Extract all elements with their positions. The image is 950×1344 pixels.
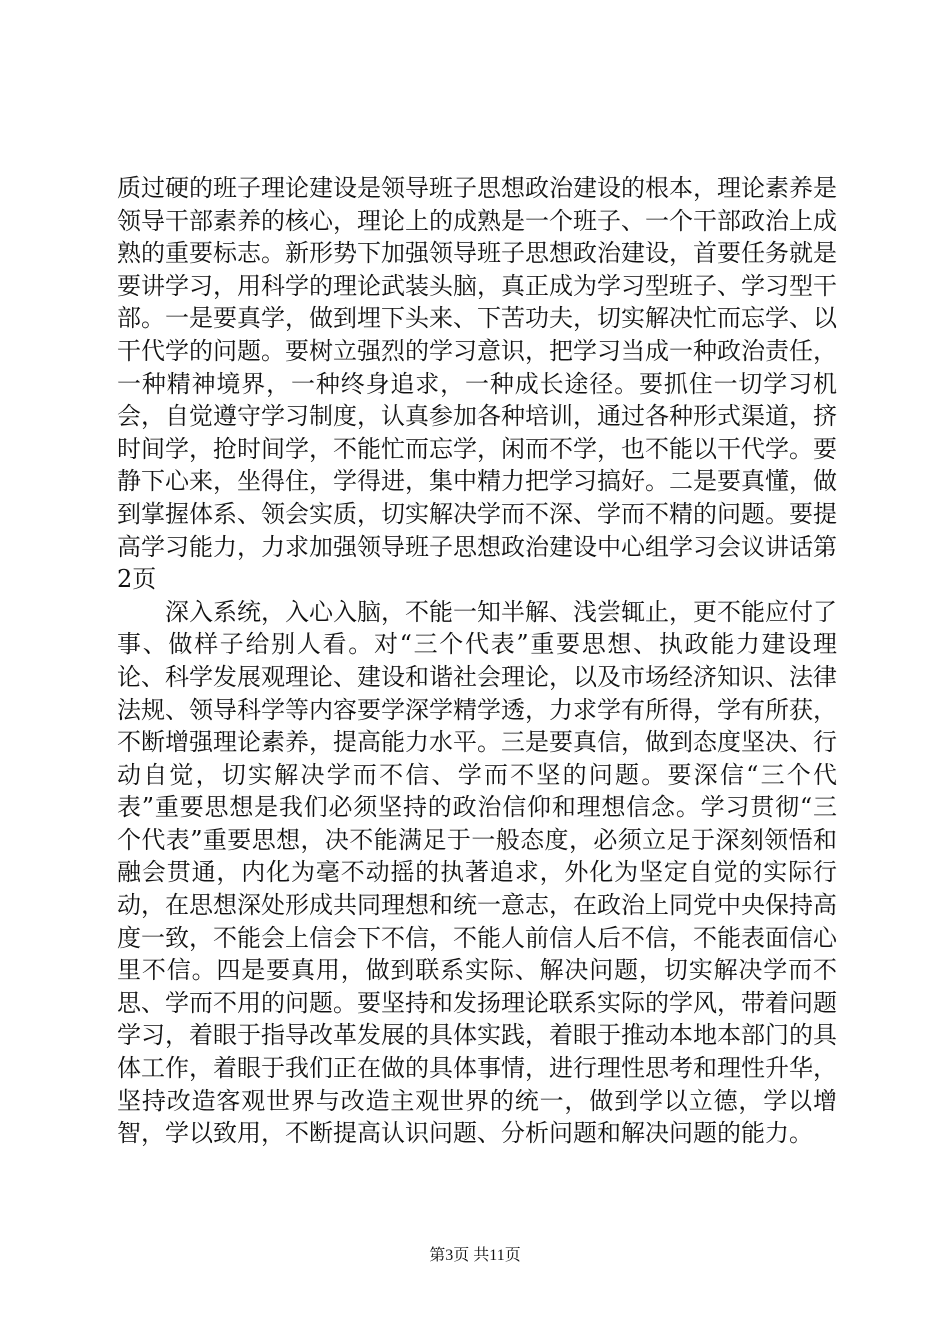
paragraph-2: 深入系统，入心入脑，不能一知半解、浅尝辄止，更不能应付了事、做样子给别人看。对“三个代表”重要思想、执政能力建设理论、科学发展观理论、建设和谐社会理论，以及市场经济知识、法律法规、领导科学等内容要学深学精学透，力求学有所得，学有所获，不断增强理论素养，提高能力水平。三是要真信，做到态度坚决、行动自觉，切实解决学而不信、学而不坚的问题。要深信“三个代表”重要思想是我们必须坚持的政治信仰和理想信念。学习贯彻“三个代表”重要思想，决不能满足于一般态度，必须立足于深刻领悟和融会贯通，内化为毫不动摇的执著追求，外化为坚定自觉的实际行动，在思想深处形成共同理想和统一意志，在政治上同党中央保持高度一致，不能会上信会下不信，不能人前信人后不信，不能表面信心里不信。四是要真用，做到联系实际、解决问题，切实解决学而不思、学而不用的问题。要坚持和发扬理论联系实际的学风，带着问题学习，着眼于指导改革发展的具体实践，着眼于推动本地本部门的具体工作，着眼于我们正在做的具体事情，进行理性思考和理性升华，坚持改造客观世界与改造主观世界的统一，做到学以立德，学以增智，学以致用，不断提高认识问题、分析问题和解决问题的能力。 bbox=[117, 597, 837, 1148]
page-footer: 第3页 共11页 bbox=[429, 1247, 521, 1264]
paragraph-1: 质过硬的班子理论建设是领导班子思想政治建设的根本，理论素养是领导干部素养的核心，理论上的成熟是一个班子、一个干部政治上成熟的重要标志。新形势下加强领导班子思想政治建设，首要任务就是要讲学习，用科学的理论武装头脑，真正成为学习型班子、学习型干部。一是要真学，做到埋下头来、下苦功夫，切实解决忙而忘学、以干代学的问题。要树立强烈的学习意识，把学习当成一种政治责任，一种精神境界，一种终身追求，一种成长途径。要抓住一切学习机会，自觉遵守学习制度，认真参加各种培训，通过各种形式渠道，挤时间学，抢时间学，不能忙而忘学，闲而不学，也不能以干代学。要静下心来，坐得住，学得进，集中精力把学习搞好。二是要真懂，做到掌握体系、领会实质，切实解决学而不深、学而不精的问题。要提高学习能力，力求加强领导班子思想政治建设中心组学习会议讲话第2页 bbox=[117, 174, 837, 594]
body-text bbox=[117, 172, 837, 1150]
